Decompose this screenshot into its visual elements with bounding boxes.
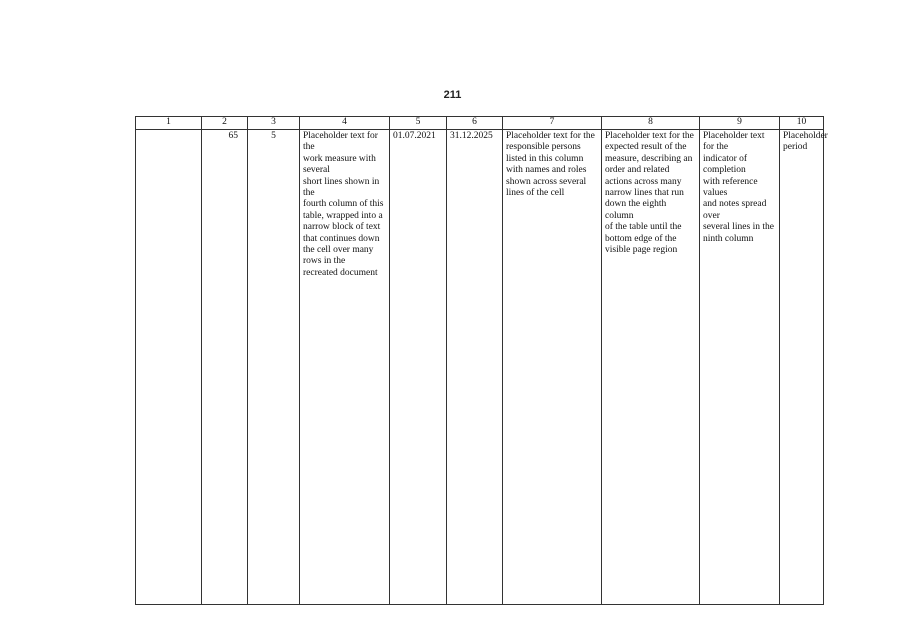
col-header-3: 3 <box>248 117 300 130</box>
table-row <box>136 130 824 605</box>
cell-col-4: Placeholder text for the work measure with several short lines shown in the fourth column of this table, wrapped into a narrow block of text that continues down the cell over many rows in the recreated document <box>300 130 390 605</box>
col-header-8: 8 <box>602 117 700 130</box>
col-header-2: 2 <box>202 117 248 130</box>
col-header-1: 1 <box>136 117 202 130</box>
cell-col-8: Placeholder text for the expected result of the measure, describing an order and related actions across many narrow lines that run down the eighth column of the table until the bottom edge of the visible page region <box>602 130 700 605</box>
col-header-10: 10 <box>780 117 824 130</box>
col-header-9: 9 <box>700 117 780 130</box>
cell-col-7: Placeholder text for the responsible persons listed in this column with names and roles shown across several lines of the cell <box>503 130 602 605</box>
page-number: 211 <box>443 89 462 101</box>
table-header-row <box>136 117 824 130</box>
cell-col-2: 65 <box>202 130 248 605</box>
cell-col-1 <box>136 130 202 605</box>
cell-col-5: 01.07.2021 <box>390 130 447 605</box>
col-header-6: 6 <box>447 117 503 130</box>
cell-col-3: 5 <box>248 130 300 605</box>
col-header-5: 5 <box>390 117 447 130</box>
cell-col-10: Placeholder period <box>780 130 824 605</box>
col-header-7: 7 <box>503 117 602 130</box>
col-header-4: 4 <box>300 117 390 130</box>
cell-col-6: 31.12.2025 <box>447 130 503 605</box>
measures-table <box>135 116 828 605</box>
cell-col-9: Placeholder text for the indicator of completion with reference values and notes spread over several lines in the ninth column <box>700 130 780 605</box>
